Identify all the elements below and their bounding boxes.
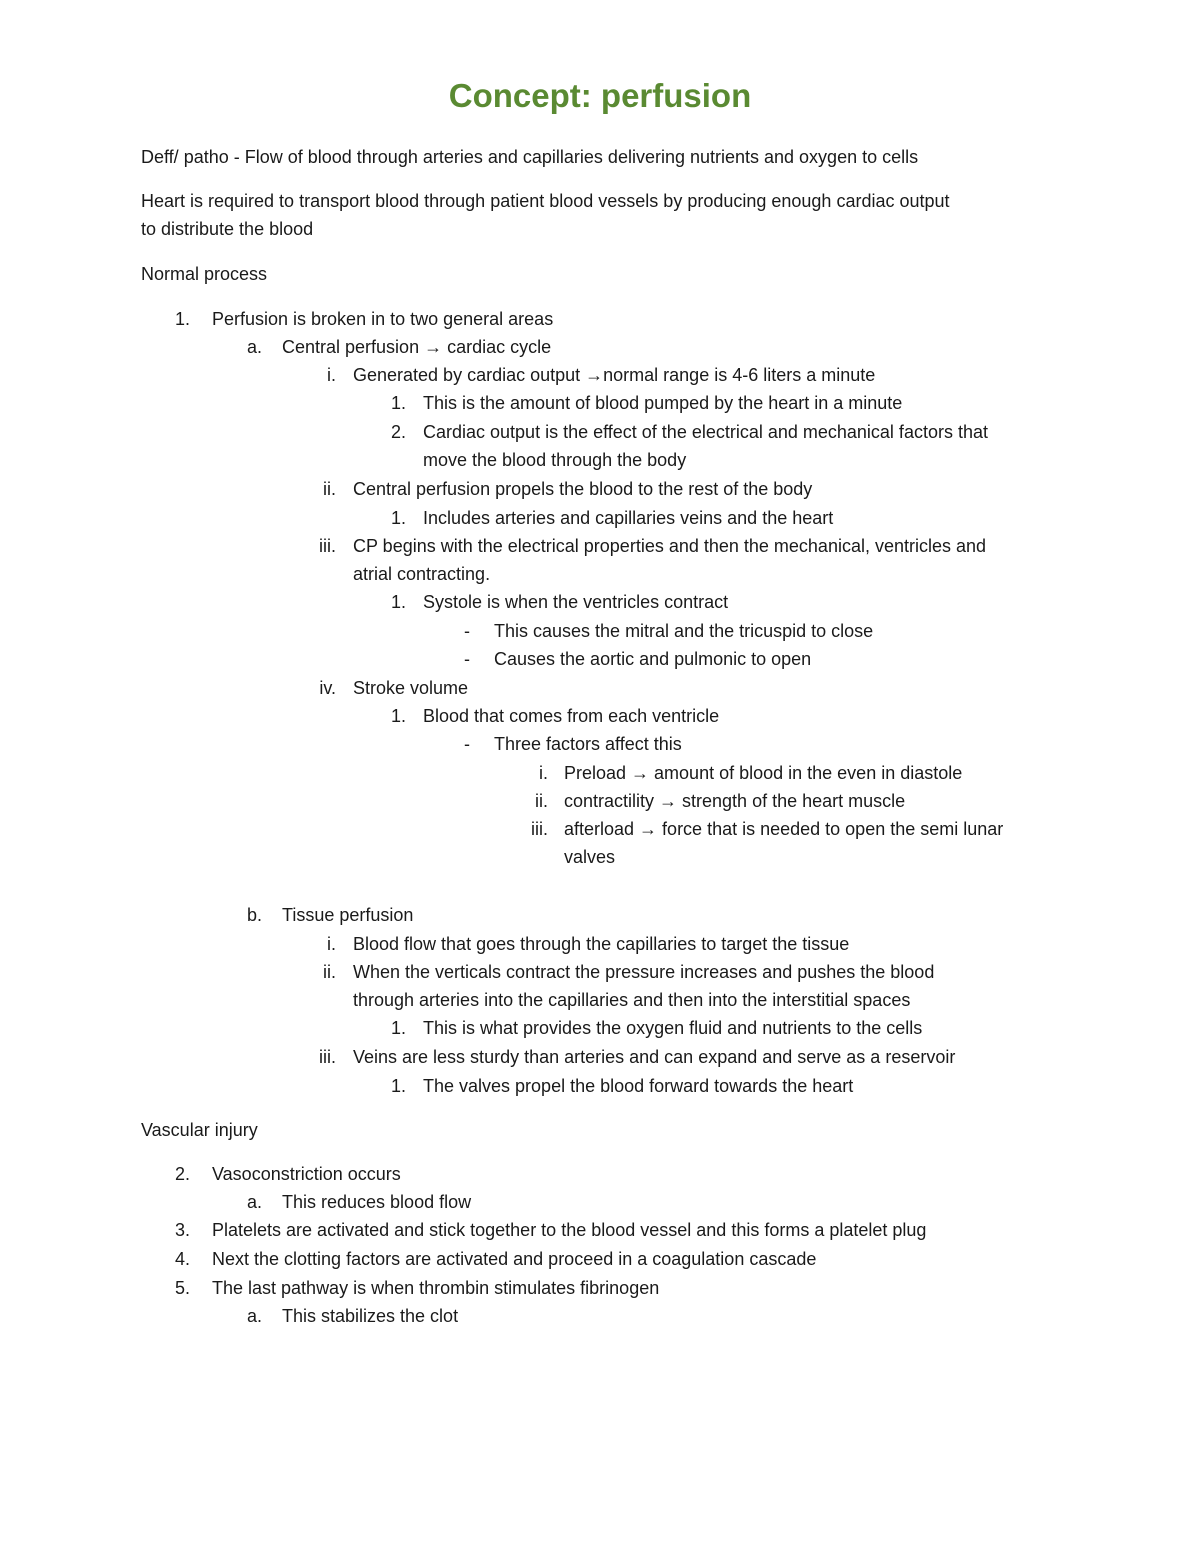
list-marker: 3.	[174, 1220, 190, 1240]
list-marker: iii.	[531, 819, 548, 839]
list-item: afterload → force that is needed to open the semi lunar	[564, 819, 1004, 839]
list-item: Veins are less sturdy than arteries and can expand and serve as a reservoir	[353, 1047, 956, 1067]
list-item-continued: move the blood through the body	[423, 450, 687, 470]
list-item: Preload → amount of blood in the even in diastole	[564, 763, 963, 783]
normal-process-heading: Normal process	[141, 264, 268, 284]
list-item: Includes arteries and capillaries veins and the heart	[423, 508, 834, 528]
list-marker: a.	[246, 337, 262, 357]
list-item: When the verticals contract the pressure increases and pushes the blood	[353, 962, 935, 982]
heart-text-line1: Heart is required to transport blood through patient blood vessels by producing enough cardiac output	[141, 191, 950, 211]
list-item: Central perfusion propels the blood to the rest of the body	[353, 479, 813, 499]
list-marker: 1.	[390, 508, 406, 528]
list-marker: 2.	[174, 1164, 190, 1184]
list-item-continued: through arteries into the capillaries and then into the interstitial spaces	[353, 990, 911, 1010]
list-item: Systole is when the ventricles contract	[423, 592, 729, 612]
list-item: Platelets are activated and stick together to the blood vessel and this forms a platelet plug	[212, 1220, 927, 1240]
list-item: The last pathway is when thrombin stimulates fibrinogen	[212, 1278, 660, 1298]
list-item: contractility → strength of the heart muscle	[564, 791, 906, 811]
list-marker: 2.	[390, 422, 406, 442]
list-item: Generated by cardiac output →normal range is 4-6 liters a minute	[353, 365, 876, 385]
list-marker: i.	[327, 934, 336, 954]
list-marker: ii.	[535, 791, 548, 811]
list-marker: iii.	[319, 1047, 336, 1067]
list-marker: a.	[246, 1192, 262, 1212]
list-marker: -	[464, 734, 470, 754]
list-item: Next the clotting factors are activated and proceed in a coagulation cascade	[212, 1249, 817, 1269]
list-marker: 1.	[390, 1018, 406, 1038]
list-marker: 1.	[390, 706, 406, 726]
list-item: This reduces blood flow	[282, 1192, 472, 1212]
list-marker: iii.	[319, 536, 336, 556]
list-item: Vasoconstriction occurs	[212, 1164, 401, 1184]
list-marker: 1.	[390, 393, 406, 413]
list-marker: -	[464, 649, 470, 669]
list-item-continued: atrial contracting.	[353, 564, 491, 584]
list-marker: iv.	[319, 678, 336, 698]
list-marker: 4.	[174, 1249, 190, 1269]
list-marker: -	[464, 621, 470, 641]
list-item: Cardiac output is the effect of the electrical and mechanical factors that	[423, 422, 988, 442]
list-marker: b.	[246, 905, 262, 925]
heart-text-line2: to distribute the blood	[141, 219, 314, 239]
page-title: Concept: perfusion	[448, 77, 752, 114]
list-marker: 1.	[390, 592, 406, 612]
list-marker: ii.	[323, 962, 336, 982]
list-item: This stabilizes the clot	[282, 1306, 459, 1326]
list-item: This is the amount of blood pumped by the heart in a minute	[423, 393, 903, 413]
list-item: CP begins with the electrical properties and then the mechanical, ventricles and	[353, 536, 987, 556]
list-marker: a.	[246, 1306, 262, 1326]
list-item: This is what provides the oxygen fluid and nutrients to the cells	[423, 1018, 923, 1038]
definition-text: Deff/ patho - Flow of blood through arteries and capillaries delivering nutrients and oxygen to cells	[141, 147, 919, 167]
list-item: The valves propel the blood forward towards the heart	[423, 1076, 854, 1096]
list-item: Stroke volume	[353, 678, 469, 698]
list-marker: i.	[327, 365, 336, 385]
vascular-injury-heading: Vascular injury	[141, 1120, 258, 1140]
list-item: Central perfusion → cardiac cycle	[282, 337, 552, 357]
list-marker: 1.	[174, 309, 190, 329]
list-item: Three factors affect this	[494, 734, 682, 754]
list-marker: 1.	[390, 1076, 406, 1096]
list-item: Perfusion is broken in to two general areas	[212, 309, 554, 329]
list-marker: i.	[539, 763, 548, 783]
list-marker: 5.	[174, 1278, 190, 1298]
list-item: Blood that comes from each ventricle	[423, 706, 720, 726]
list-item: Blood flow that goes through the capillaries to target the tissue	[353, 934, 850, 954]
list-item-continued: valves	[564, 847, 616, 867]
list-item: This causes the mitral and the tricuspid to close	[494, 621, 874, 641]
list-item: Causes the aortic and pulmonic to open	[494, 649, 812, 669]
list-item: Tissue perfusion	[282, 905, 414, 925]
list-marker: ii.	[323, 479, 336, 499]
